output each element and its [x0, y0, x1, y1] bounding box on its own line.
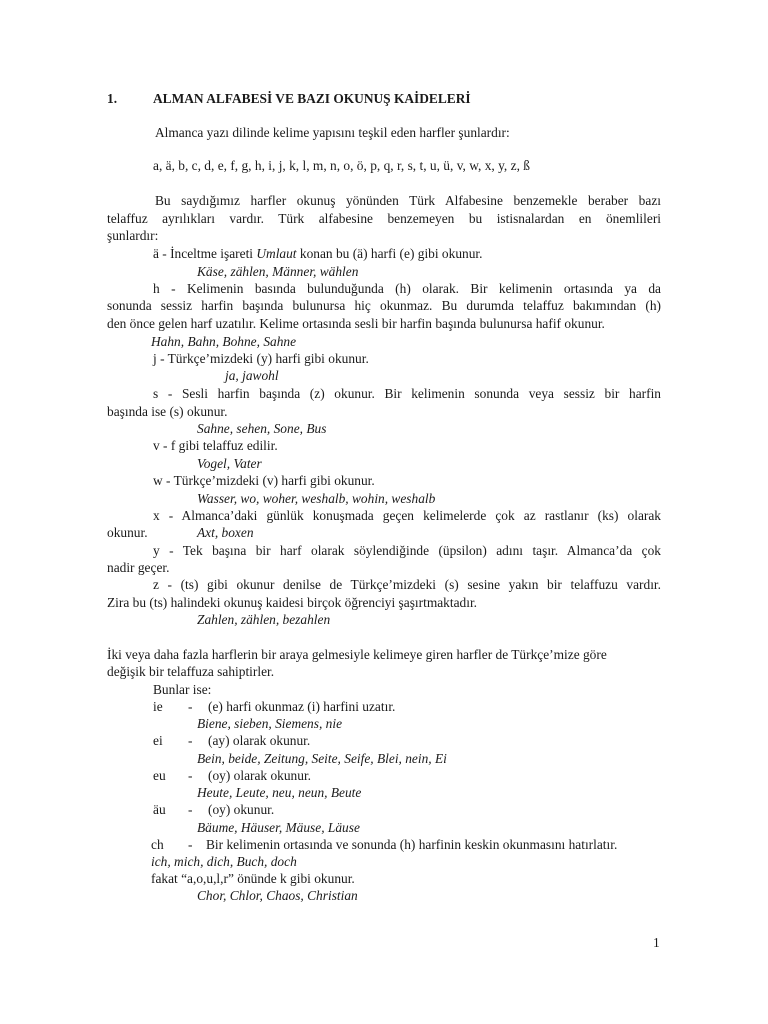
s-rule-line-1: s - Sesli harfin başında (z) okunur. Bir kelimenin sonunda veya sessiz bir harfin [153, 386, 661, 401]
h-rule-line-1: h - Kelimenin basında bulunduğunda (h) olarak. Bir kelimenin ortasında ya da [153, 281, 661, 296]
section-title: ALMAN ALFABESİ VE BAZI OKUNUŞ KAİDELERİ [153, 91, 471, 106]
paragraph-2-line-2: değişik bir telaffuza sahiptirler. [107, 664, 275, 679]
j-example: ja, jawohl [225, 368, 279, 383]
w-example: Wasser, wo, woher, weshalb, wohin, weshalb [197, 491, 436, 506]
combo-ch-dash: - [188, 837, 193, 852]
combo-ie-letters: ie [153, 699, 163, 714]
s-example: Sahne, sehen, Sone, Bus [197, 421, 327, 436]
combo-ei-example: Bein, beide, Zeitung, Seite, Seife, Blei, nein, Ei [197, 751, 447, 766]
paragraph-1-line-2: telaffuz ayrılıkları vardır. Türk alfabesine benzemeyen bu istisnalardan en önemlileri [107, 211, 661, 226]
x-rule-line-2: okunur. [107, 525, 148, 540]
bunlar-ise: Bunlar ise: [153, 682, 212, 697]
v-rule: v - f gibi telaffuz edilir. [153, 438, 278, 453]
combo-ei-desc: (ay) olarak okunur. [208, 733, 311, 748]
combo-ch-letters: ch [151, 837, 164, 852]
section-number: 1. [107, 91, 118, 106]
combo-au-dash: - [188, 802, 193, 817]
combo-ie-dash: - [188, 699, 193, 714]
y-rule-line-2: nadir geçer. [107, 560, 170, 575]
umlaut-term: Umlaut [256, 246, 297, 261]
combo-ch-example-2: Chor, Chlor, Chaos, Christian [197, 888, 358, 903]
paragraph-1-line-1: Bu saydığımız harfler okunuş yönünden Türk Alfabesine benzemekle beraber bazı [155, 193, 661, 208]
combo-au-letters: äu [153, 802, 166, 817]
combo-eu-desc: (oy) olarak okunur. [208, 768, 312, 783]
page-number: 1 [653, 935, 660, 950]
combo-ch-fakat: fakat “a,o,u,l,r” önünde k gibi okunur. [151, 871, 355, 886]
h-rule-line-2: sonunda sessiz harfin başında bulunursa hiç okunmaz. Bu durumda telaffuz bakımından (h) [107, 298, 661, 313]
combo-eu-letters: eu [153, 768, 166, 783]
y-rule-line-1: y - Tek başına bir harf olarak söylendiğinde (üpsilon) adını taşır. Almanca’da çok [153, 543, 661, 558]
h-rule-line-3: den önce gelen harf uzatılır. Kelime ortasında sesli bir harfin başında bulunursa hafif okunur. [107, 316, 605, 331]
a-umlaut-rule: ä - İnceltme işareti Umlaut konan bu (ä) harfi (e) gibi okunur. [153, 246, 483, 261]
w-rule: w - Türkçe’mizdeki (v) harfi gibi okunur. [153, 473, 375, 488]
combo-ie-desc: (e) harfi okunmaz (i) harfini uzatır. [208, 699, 396, 714]
combo-eu-example: Heute, Leute, neu, neun, Beute [197, 785, 362, 800]
paragraph-2-line-1: İki veya daha fazla harflerin bir araya gelmesiyle kelimeye giren harfler de Türkçe’mize göre [107, 647, 607, 662]
alphabet-line: a, ä, b, c, d, e, f, g, h, i, j, k, l, m, n, o, ö, p, q, r, s, t, u, ü, v, w, x, y, z, ß [153, 158, 530, 173]
combo-au-example: Bäume, Häuser, Mäuse, Läuse [197, 820, 360, 835]
v-example: Vogel, Vater [197, 456, 262, 471]
combo-au-desc: (oy) okunur. [208, 802, 275, 817]
combo-eu-dash: - [188, 768, 193, 783]
a-umlaut-example: Käse, zählen, Männer, wählen [197, 264, 359, 279]
paragraph-1-line-3: şunlardır: [107, 228, 159, 243]
x-example: Axt, boxen [197, 525, 254, 540]
j-rule: j - Türkçe’mizdeki (y) harfi gibi okunur. [153, 351, 369, 366]
combo-ei-dash: - [188, 733, 193, 748]
combo-ch-example-1: ich, mich, dich, Buch, doch [151, 854, 297, 869]
intro-text: Almanca yazı dilinde kelime yapısını teşkil eden harfler şunlardır: [155, 125, 510, 140]
z-example: Zahlen, zählen, bezahlen [197, 612, 331, 627]
combo-ie-example: Biene, sieben, Siemens, nie [197, 716, 343, 731]
z-rule-line-2: Zira bu (ts) halindeki okunuş kaidesi birçok öğrenciyi şaşırtmaktadır. [107, 595, 478, 610]
combo-ei-letters: ei [153, 733, 163, 748]
h-example: Hahn, Bahn, Bohne, Sahne [151, 334, 297, 349]
combo-ch-desc: Bir kelimenin ortasında ve sonunda (h) harfinin keskin okunmasını hatırlatır. [206, 837, 618, 852]
x-rule-line-1: x - Almanca’daki günlük konuşmada geçen kelimelerde çok az rastlanır (ks) olarak [153, 508, 661, 523]
z-rule-line-1: z - (ts) gibi okunur denilse de Türkçe’mizdeki (s) sesine yakın bir telaffuzu vardır. [153, 577, 661, 592]
s-rule-line-2: başında ise (s) okunur. [107, 404, 228, 419]
